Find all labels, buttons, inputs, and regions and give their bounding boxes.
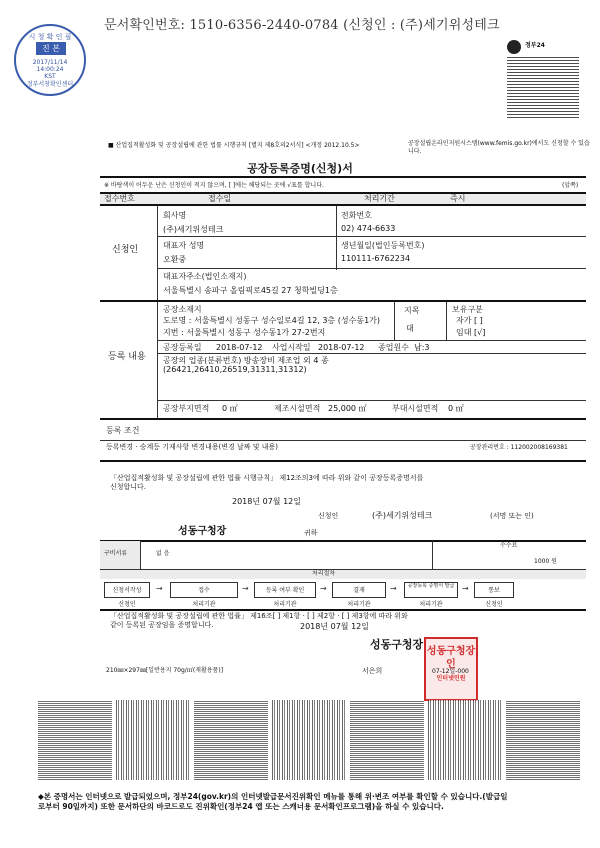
process-step-4-actor: 처리기관	[347, 601, 371, 608]
website-note: 공장설립온라인지원시스템(www.femis.go.kr)에서도 신청할 수 있습니다.	[408, 140, 590, 155]
application-statement: 「산업집적활성화 및 공장설립에 관한 법률 시행규칙」 제12조의3에 따라 위와 같이 공장등록증명서를 신청합니다.	[110, 474, 424, 491]
rule	[394, 302, 395, 340]
process-step-2-actor: 처리기관	[192, 601, 216, 608]
arrow-icon: →	[390, 584, 397, 593]
lease-checkbox: 임대 [√]	[456, 328, 486, 337]
registration-section-label: 등록 내용	[108, 352, 146, 362]
company-label: 회사명	[163, 211, 187, 220]
block	[100, 570, 586, 579]
rule	[100, 204, 586, 206]
recipient-suffix: 귀하	[304, 529, 318, 537]
document-number: 문서확인번호: 1510-6356-2440-0784 (신청인 : (주)세기위성테크	[104, 18, 500, 33]
processing-period: 즉시	[450, 194, 466, 203]
rule	[157, 353, 586, 354]
barcode-icon	[38, 700, 112, 780]
qr-code-icon	[507, 56, 579, 118]
address-value: 서울특별시 송파구 올림픽로45길 27 청학빌딩1층	[163, 286, 338, 295]
management-number: 공장관리번호 : 112002008169381	[470, 444, 568, 451]
arrow-icon: →	[156, 584, 163, 593]
stamp-genuine-label: 진 본	[36, 42, 66, 55]
industry: 공장의 업종(분류번호) 방송장비 제조업 외 4 종	[163, 356, 329, 365]
industry-codes: (26421,26410,26519,31311,31312)	[163, 365, 307, 374]
documents-label: 구비서류	[104, 550, 128, 557]
barcode-icon	[272, 700, 346, 780]
applicant-sign-label: 신청인	[318, 512, 339, 520]
rule	[140, 541, 141, 569]
issue-number: 07-12일-000	[432, 668, 469, 675]
rep-label: 대표자 성명	[163, 241, 205, 250]
birth-label: 생년월일(법인등록번호)	[341, 241, 425, 250]
company-value: (주)세기위성테크	[163, 225, 224, 234]
issuer: 성동구청장	[370, 638, 424, 651]
process-step-3: 등록 여부 확인	[254, 582, 316, 598]
road-address: 도로명 : 서울특별시 성동구 성수일로4길 12, 3층 (성수동1가)	[163, 316, 381, 325]
process-label: 처리절차	[312, 570, 336, 577]
employees-label: 종업원수	[378, 343, 409, 352]
arrow-icon: →	[242, 584, 249, 593]
rule	[100, 300, 586, 302]
rule	[157, 236, 586, 237]
rule	[100, 460, 586, 462]
instructions: ※ 바탕색이 어두운 난은 신청인이 적지 않으며, [ ]에는 해당되는 곳에 √표를 합니다.	[104, 182, 324, 189]
site-area: 0 ㎡	[222, 404, 238, 413]
reg-date: 2018-07-12	[216, 343, 263, 352]
rule	[157, 268, 586, 269]
seal-bottom-text: 인터넷민원	[436, 675, 466, 682]
zone-label: 지목	[404, 306, 420, 315]
process-step-4: 결재	[332, 582, 386, 598]
page-marker: (앞쪽)	[562, 182, 579, 189]
manufacturing-area-label: 제조시설면적	[274, 404, 321, 413]
barcode-icon	[428, 700, 502, 780]
verification-stamp	[14, 24, 86, 96]
arrow-icon: →	[320, 584, 327, 593]
rule	[157, 206, 158, 300]
birth-value: 110111-6762234	[341, 254, 411, 263]
barcode-icon	[116, 700, 190, 780]
arrow-icon: →	[462, 584, 469, 593]
process-step-1: 신청서작성	[104, 582, 150, 598]
rule	[157, 340, 586, 341]
barcode-icon	[194, 700, 268, 780]
op-start-label: 사업시작일	[272, 343, 311, 352]
factory-address-label: 공장소재지	[163, 305, 202, 314]
ownership-label: 보유구분	[452, 305, 483, 314]
rep-value: 오환중	[163, 255, 187, 264]
issuer-mark: 서은희	[362, 667, 383, 675]
footer-note: ◆본 증명서는 인터넷으로 발급되었으며, 정부24(gov.kr)의 인터넷발급문서진위확인 메뉴를 통해 위·변조 여부를 확인할 수 있습니다.(발급일 로부터 90일까지) 또한 문서하단의 바코드로도 진위확인(정부24 앱 또는 스캐너용 문서확인프로그램)을 하실 수 있습니다.	[38, 792, 508, 811]
paper-spec: 210㎜×297㎜[일반용지 70g/㎡(재활용품)]	[106, 667, 224, 674]
ancillary-area-label: 부대시설면적	[392, 404, 439, 413]
employees-value: 남:3	[414, 343, 430, 352]
barcode-icon	[506, 700, 580, 780]
form-title: 공장등록증명(신청)서	[247, 162, 353, 175]
fee-label: 수수료	[500, 542, 518, 549]
rule	[446, 302, 447, 340]
phone-value: 02) 474-6633	[341, 224, 396, 233]
seal-text: 성동구청장인	[426, 646, 476, 670]
site-area-label: 공장부지면적	[163, 404, 210, 413]
receipt-date-label: 접수일	[208, 194, 232, 203]
barcode-icon	[350, 700, 424, 780]
process-step-3-actor: 처리기관	[273, 601, 297, 608]
certification-text: 「산업집적활성화 및 공장설립에 관한 법률」 제16조[ ] 제1항 · [ ] 제2항 · [ ] 제3항에 따라 위와 같이 등록된 공장임을 증명합니다.	[110, 612, 408, 629]
op-start: 2018-07-12	[318, 343, 365, 352]
gov24-logo-icon	[507, 40, 521, 54]
receipt-no-label: 접수번호	[104, 194, 135, 203]
process-step-6-actor: 신청인	[485, 601, 503, 608]
applicant-sign: (주)세기위성테크	[372, 511, 433, 520]
rule	[100, 609, 586, 611]
process-step-5: 공장등록 증명서 발급	[404, 582, 458, 598]
conditions-label: 등록 조건	[106, 426, 140, 435]
qr-label: 정부24	[525, 42, 545, 49]
ancillary-area: 0 ㎡	[448, 404, 464, 413]
processing-period-label: 처리기간	[364, 194, 395, 203]
stamp-top-text: 시 청 확 인 필	[28, 33, 72, 41]
stamp-bottom-text: 정부서창확인센터	[26, 81, 74, 88]
rule	[432, 541, 433, 569]
lot-address: 지번 : 서울특별시 성동구 성수동1가 27-2번지	[163, 328, 326, 337]
own-checkbox: 자가 [ ]	[456, 316, 483, 325]
process-step-1-actor: 신청인	[118, 601, 136, 608]
qr-code-block	[503, 36, 583, 118]
rule	[100, 192, 586, 194]
reg-date-label: 공장등록일	[163, 343, 202, 352]
rule	[336, 206, 337, 270]
documents-value: 없 음	[156, 550, 170, 557]
title-underline	[100, 176, 586, 178]
rule	[157, 400, 586, 401]
rule	[100, 440, 586, 441]
process-step-6: 통보	[474, 582, 514, 598]
address-label: 대표자주소(법인소재지)	[163, 272, 247, 281]
recipient: 성동구청장	[178, 526, 227, 537]
zone-value: 대	[406, 324, 414, 333]
phone-label: 전화번호	[341, 211, 372, 220]
fee-value: 1000 원	[534, 558, 557, 565]
rule	[100, 418, 586, 420]
sign-note: (서명 또는 인)	[490, 512, 534, 520]
process-step-2: 접수	[170, 582, 238, 598]
legal-reference: ■ 산업집적활성화 및 공장설립에 관한 법률 시행규칙 [별지 제8호의2서식] <개정 2012.10.5>	[108, 142, 360, 149]
application-date: 2018년 07월 12일	[232, 497, 301, 506]
changes-label: 등록변경 · 승계등 기재사항 변경내용(변경 날짜 및 내용)	[106, 443, 279, 451]
applicant-section-label: 신청인	[112, 245, 139, 255]
process-step-5-actor: 처리기관	[419, 601, 443, 608]
stamp-date: 2017/11/14 14:00:24 KST	[32, 59, 68, 80]
issue-date: 2018년 07월 12일	[300, 622, 369, 631]
manufacturing-area: 25,000 ㎡	[328, 404, 367, 413]
